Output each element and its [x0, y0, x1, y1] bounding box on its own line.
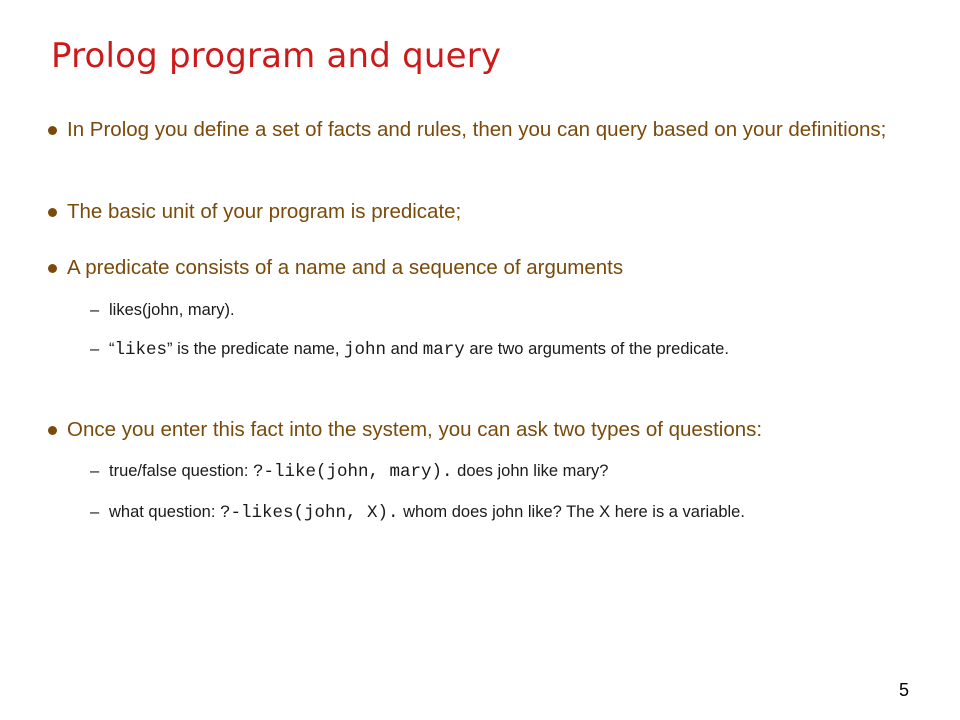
- open-quote: “: [109, 340, 115, 358]
- bullet-item: [48, 115, 928, 145]
- page-number: 5: [899, 680, 910, 700]
- sub-text-part: are two arguments of the predicate.: [469, 340, 729, 358]
- sub-text-part: does john like mary?: [457, 462, 609, 480]
- sub-text: [109, 499, 880, 526]
- bullet-dot-icon: [48, 208, 57, 217]
- dash-icon: –: [90, 301, 100, 319]
- bullet-dot-icon: [48, 426, 57, 435]
- sub-item: [90, 458, 880, 485]
- sub-text: [109, 458, 880, 485]
- code-mary: mary: [422, 340, 465, 360]
- sub-text: likes(john, mary).: [109, 301, 235, 319]
- dash-icon: –: [90, 503, 100, 521]
- code-query: ?-likes(john, X).: [220, 503, 399, 523]
- bullet-dot-icon: [48, 264, 57, 273]
- sub-item: [90, 297, 880, 323]
- sub-item: [90, 336, 880, 363]
- sub-text-part: true/false question:: [109, 462, 249, 480]
- bullet-text: Once you enter this fact into the system, you can ask two types of questions:: [67, 418, 763, 441]
- dash-icon: –: [90, 340, 100, 358]
- bullet-text: In Prolog you define a set of facts and rules, then you can query based on your definitions;: [67, 118, 887, 141]
- code-john: john: [344, 340, 387, 360]
- bullet-item: [48, 415, 928, 445]
- code-likes: likes: [114, 340, 168, 360]
- dash-icon: –: [90, 462, 100, 480]
- sub-text-part: and: [390, 340, 419, 358]
- bullet-text: A predicate consists of a name and a sequence of arguments: [67, 256, 624, 279]
- sub-item: [90, 499, 880, 526]
- code-query: ?-like(john, mary).: [253, 462, 453, 482]
- sub-text-part: ” is the predicate name,: [167, 340, 340, 358]
- bullet-item: [48, 253, 928, 283]
- bullet-item: [48, 197, 928, 227]
- sub-text: [109, 336, 880, 363]
- slide-title: Prolog program and query: [51, 36, 502, 76]
- bullet-text: The basic unit of your program is predicate;: [67, 200, 462, 223]
- sub-text-part: what question:: [109, 503, 216, 521]
- bullet-dot-icon: [48, 126, 57, 135]
- sub-text-part: whom does john like? The X here is a variable.: [403, 503, 745, 521]
